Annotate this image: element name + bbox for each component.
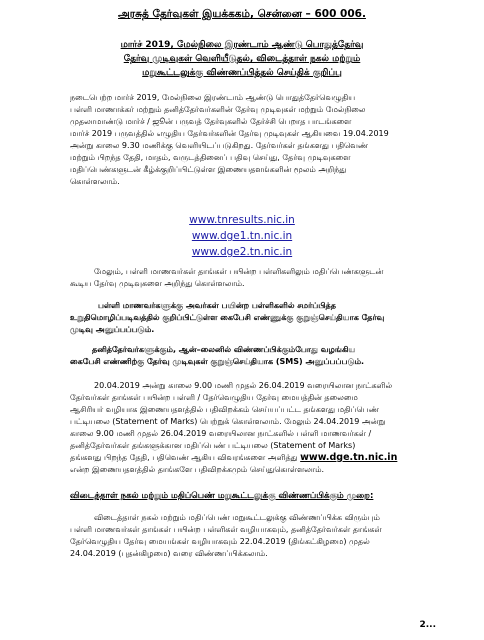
marks-line: பட்டியலை (Statement of Marks) பெற்றுக் கொள்ளலாம். மேலும் 24.04.2019 அன்று: [70, 417, 386, 426]
title-line-2: தேர்வு முடிவுகள் வெளியீடுதல், விடைத்தாள் நகல் மற்றும்: [123, 54, 361, 64]
intro-line: முதலாமாண்டு மார்ச் / ஜூன் பருவத் தேர்வுகளில் தேர்ச்சி பெறாத பாடங்களை: [70, 117, 352, 126]
dge-website-link[interactable]: www.dge.tn.nic.in: [300, 452, 398, 463]
school-line: கூடிய தேர்வு முடிவுகளை அறிந்து கொள்ளலாம்.: [70, 279, 245, 288]
marks-line: என்ற இணையதளத்தில் தாங்களே பதிவிறக்கமும் செய்துகொள்ளலாம்.: [70, 465, 325, 474]
apply-section-heading: விடைத்தாள் நகல் மற்றும் மதிப்பெண் மறுகூட்டலுக்கு விண்ணப்பிக்கும் முறை:: [70, 491, 374, 501]
marks-line: ஆசிரியர் வழியாக இணையதளத்தில் பதிவிறக்கம் செய்யப்பட்ட தங்களது மதிப்பெண்: [70, 405, 379, 414]
intro-paragraph: [70, 92, 430, 188]
website-link-dge2[interactable]: www.dge2.tn.nic.in: [191, 246, 293, 258]
intro-line: மற்றும் பிறந்த தேதி, மாதம், வருடத்தினைப் பதிவு செய்து, தேர்வு முடிவுகளை: [70, 153, 351, 162]
apply-line: தேர்வெழுதிய தேர்வு மையங்கள் வழியாகவும் 22.04.2019 (திங்கட்கிழமை) முதல்: [70, 537, 370, 546]
marks-line: காலை 9.00 மணி முதல் 26.04.2019 வரையிலான நாட்களில் பள்ளி மாணவர்கள் /: [70, 429, 372, 438]
apply-line: பள்ளி மாணவர்கள் தாங்கள் பயின்ற பள்ளிகள் வழியாகவும், தனித்தேர்வர்கள் தாங்கள்: [70, 525, 382, 534]
intro-line: கொள்ளலாம்.: [70, 177, 120, 186]
school-line: மேலும், பள்ளி மாணவர்கள் தாங்கள் பயின்ற பள்ளிகளிலும் மதிப்பெண்களுடன்: [94, 267, 384, 276]
intro-line: நடைபெற்ற மார்ச் 2019, மேல்நிலை இரண்டாம் ஆண்டு பொதுத்தேர்வெழுதிய: [70, 93, 356, 102]
sms-students-line: உறுதிமொழிப்படிவத்தில் குறிப்பிட்டுள்ள கைபேசி எண்ணுக்கு குறுஞ்செய்தியாக தேர்வு: [70, 313, 385, 322]
marks-line: தேர்வர்கள் தாங்கள் பயின்ற பள்ளி / தேர்வெழுதிய தேர்வு மையத்தின் தலைமை: [70, 393, 358, 402]
sms-private-line: தனித்தேர்வர்களுக்கும், ஆன்–லைனில் விண்ணப்பிக்கும்போது வழங்கிய: [92, 345, 356, 354]
apply-line: 24.04.2019 (புதன்கிழமை) வரை விண்ணப்பிக்கலாம்.: [70, 549, 268, 558]
sms-students-line: முடிவு அனுப்பப்படும்.: [70, 325, 155, 334]
office-heading: அரசுத் தேர்வுகள் இயக்ககம், சென்னை – 600 006.: [118, 8, 366, 20]
title-line-3: மறுகூட்டலுக்கு விண்ணப்பித்தல் செய்திக் குறிப்பு: [142, 68, 342, 78]
website-link-tnresults[interactable]: www.tnresults.nic.in: [189, 214, 295, 226]
school-results-paragraph: [70, 266, 430, 290]
sms-students-line: பள்ளி மாணவர்களுக்கு அவர்கள் பயின்ற பள்ளிகளில் சமர்ப்பித்த: [98, 301, 336, 310]
sms-students-paragraph: [70, 300, 430, 336]
intro-line: அன்று காலை 9.30 மணிக்கு வெளியிடப்படுகிறது. தேர்வர்கள் தங்களது பதிவெண்: [70, 141, 369, 150]
title-line-1: மார்ச் 2019, மேல்நிலை இரண்டாம் ஆண்டு பொதுத்தேர்வு: [120, 40, 364, 50]
intro-line: மதிப்பெண்களுடன் கீழ்க்குறிப்பிட்டுள்ள இணையதளங்களின் மூலம் அறிந்து: [70, 165, 347, 174]
intro-line: பள்ளி மாணாக்கர் மற்றும் தனித்தேர்வர்களின் தேர்வு முடிவுகள் மற்றும் மேல்நிலை: [70, 105, 366, 114]
marks-line: 20.04.2019 அன்று காலை 9.00 மணி முதல் 26.04.2019 வரையிலான நாட்களில்: [94, 381, 393, 390]
marks-line-7: [70, 452, 430, 464]
page-number: 2...: [419, 620, 436, 630]
website-link-dge1[interactable]: www.dge1.tn.nic.in: [191, 230, 293, 242]
apply-paragraph: [70, 512, 430, 560]
marks-line: தனித்தேர்வர்கள் தங்களுக்கான மதிப்பெண் பட்டியலை (Statement of Marks): [70, 441, 356, 450]
sms-private-paragraph: [70, 344, 430, 368]
sms-private-line: கைபேசி எண்ணிற்கு தேர்வு முடிவுகள் குறுஞ்செய்தியாக (SMS) அனுப்பப்படும்.: [70, 357, 365, 366]
intro-line: மார்ச் 2019 பருவத்தில் எழுதிய தேர்வர்களின் தேர்வு முடிவுகள் ஆகியவை 19.04.2019: [70, 129, 389, 138]
marks-statement-paragraph: [70, 380, 430, 476]
marks-line-7-text: தங்களது பிறந்த தேதி, பதிவெண் ஆகிய விவரங்களை அளித்து: [70, 453, 301, 462]
apply-line: விடைத்தாள் நகல் மற்றும் மதிப்பெண் மறுகூட்டலுக்கு விண்ணப்பிக்க விரும்பும்: [94, 513, 380, 522]
